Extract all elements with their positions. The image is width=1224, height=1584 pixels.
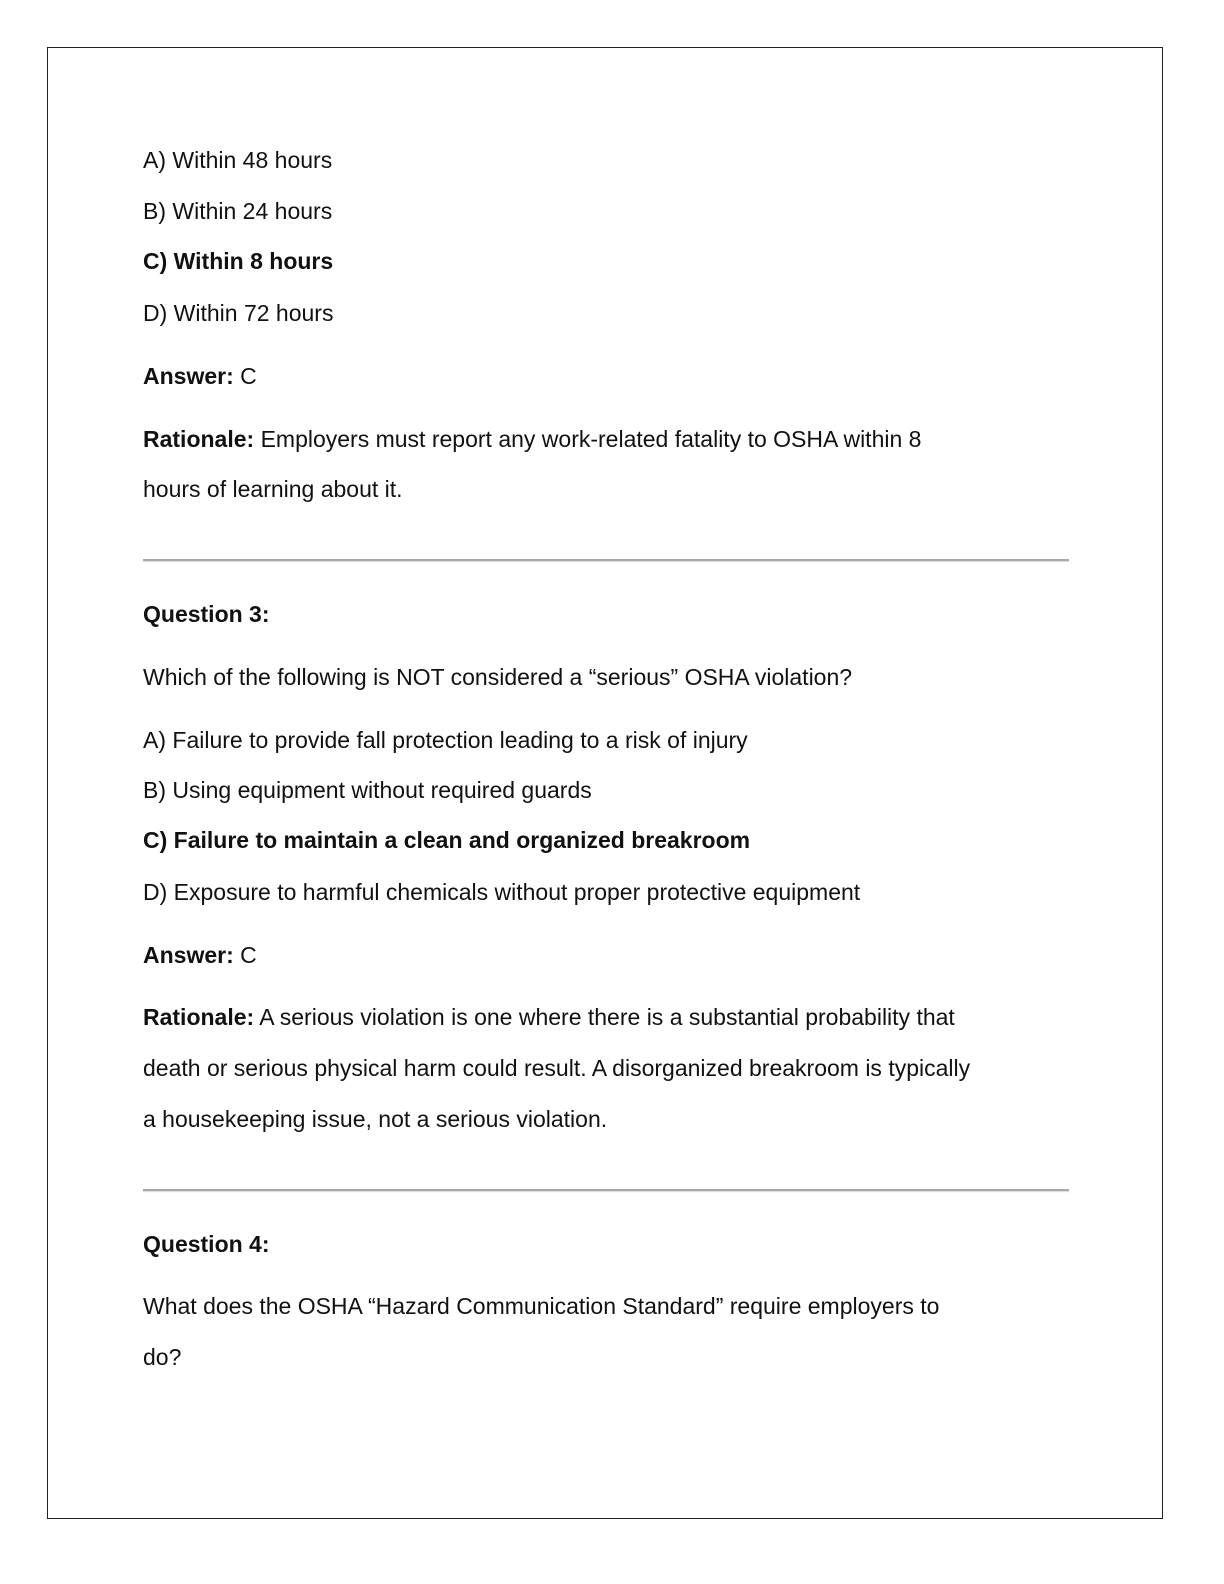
- q3-option-d: D) Exposure to harmful chemicals without proper protective equipment: [143, 879, 861, 905]
- q2-rationale-line-1: [143, 424, 921, 454]
- q4-question-line-1: What does the OSHA “Hazard Communication Standard” require employers to: [143, 1293, 940, 1319]
- q4-heading: Question 4:: [143, 1231, 270, 1257]
- q3-answer: [143, 940, 257, 970]
- q3-answer-value: C: [233, 942, 257, 968]
- section-divider: [143, 1189, 1069, 1191]
- q4-question-line-2: do?: [143, 1344, 182, 1370]
- q2-option-a: A) Within 48 hours: [143, 147, 333, 173]
- q3-rationale-label: Rationale:: [143, 1004, 255, 1030]
- q3-rationale-text-1: A serious violation is one where there is a substantial probability that: [254, 1004, 955, 1030]
- q2-answer-value: C: [233, 363, 257, 389]
- q3-option-b: B) Using equipment without required guards: [143, 777, 592, 803]
- q3-option-c-correct: C) Failure to maintain a clean and organized breakroom: [143, 827, 751, 853]
- q2-rationale-line-2: hours of learning about it.: [143, 476, 403, 502]
- q2-option-b: B) Within 24 hours: [143, 198, 333, 224]
- q2-option-c-correct: C) Within 8 hours: [143, 248, 334, 274]
- section-divider: [143, 559, 1069, 561]
- q3-heading: Question 3:: [143, 601, 270, 627]
- q2-rationale-label: Rationale:: [143, 426, 255, 452]
- q3-rationale-line-2: death or serious physical harm could result. A disorganized breakroom is typically: [143, 1055, 971, 1081]
- q2-answer: [143, 361, 257, 391]
- q2-rationale-text-1: Employers must report any work-related fatality to OSHA within 8: [254, 426, 922, 452]
- q3-rationale-line-3: a housekeeping issue, not a serious violation.: [143, 1106, 608, 1132]
- q3-question: Which of the following is NOT considered a “serious” OSHA violation?: [143, 664, 853, 690]
- q2-option-d: D) Within 72 hours: [143, 300, 334, 326]
- q3-option-a: A) Failure to provide fall protection leading to a risk of injury: [143, 727, 748, 753]
- q2-answer-label: Answer:: [143, 363, 234, 389]
- q3-rationale-line-1: [143, 1002, 955, 1032]
- q3-answer-label: Answer:: [143, 942, 234, 968]
